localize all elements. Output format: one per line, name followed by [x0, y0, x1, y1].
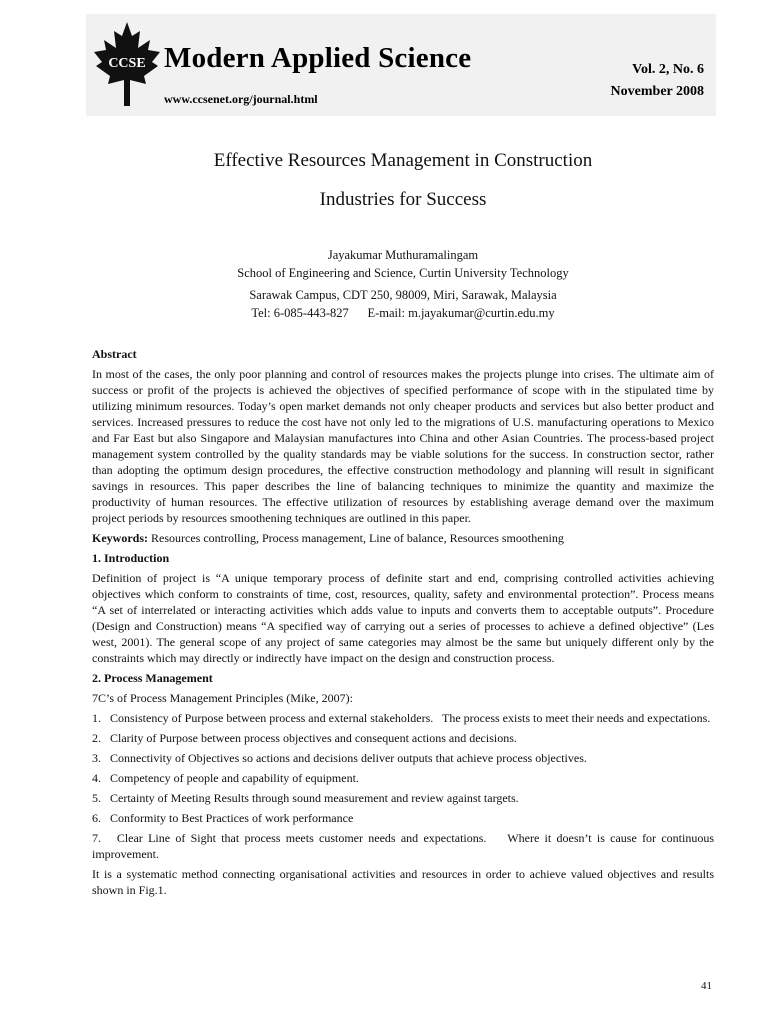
volume-issue: Vol. 2, No. 6 — [632, 62, 704, 77]
abstract-heading: Abstract — [92, 347, 137, 361]
paper-title-line-1: Effective Resources Management in Construction — [213, 150, 593, 171]
paper-body — [92, 346, 717, 902]
author-contact: Tel: 6-085-443-827 E-mail: m.jayakumar@curtin.edu.my — [251, 306, 555, 320]
process-closing-text: It is a systematic method connecting organisational activities and resources in order to achieve valued objectives and results shown in Fig.1. — [92, 867, 714, 897]
page-number: 41 — [701, 980, 712, 992]
process-management-heading: 2. Process Management — [92, 671, 213, 685]
paper-title-line-2: Industries for Success — [319, 189, 487, 210]
journal-title: Modern Applied Science — [164, 42, 472, 74]
introduction-heading: 1. Introduction — [92, 551, 170, 565]
keywords — [92, 530, 714, 546]
keywords-text: Resources controlling, Process management, Line of balance, Resources smoothening — [148, 531, 564, 545]
issue-date: November 2008 — [610, 84, 704, 99]
introduction-text: Definition of project is “A unique temporary process of definite start and end, comprising controlled activities achieving objectives which conform to constraints of time, cost, resources, quality, safety and environmental protection”. Process means “A set of interrelated or interacting activities which adds value to inputs and converts them to acceptable outputs”. Procedure (Design and Construction) means “A specified way of carrying out a series of processes to achieve a defined objective” (Les west, 2001). The general scope of any project of same categories may almost be the same but uniquely different only by the constraints which may directly or indirectly have impact on the design and construction process. — [92, 571, 714, 665]
journal-url[interactable]: www.ccsenet.org/journal.html — [164, 92, 318, 106]
process-intro: 7C’s of Process Management Principles (Mike, 2007): — [92, 691, 353, 705]
author-address: Sarawak Campus, CDT 250, 98009, Miri, Sarawak, Malaysia — [249, 288, 557, 302]
abstract-text: In most of the cases, the only poor planning and control of resources makes the projects plunge into crises. The ultimate aim of success or profit of the projects is achieved the objectives of specified performance of scope with in the stipulated time by utilizing minimum resources. Today’s open market demands not only cheaper products and services but also better product and services. Increased pressures to reduce the cost have not only led to the migrations of U.S. manufacturing operations to Mexico and Far East but also Singapore and Malaysian manufactures into China and other Asian Countries. The process-based project management system controlled by the quality standards may be viable solutions for the success. In construction sector, rather than adopting the optimum design procedures, the effective construction methodology and planning will result in significant savings in resources. This paper describes the line of balancing techniques to minimize the quantity and maximize the productivity of human resources. The effective utilization of resources by establishing average demand over the maximum project periods by resources smoothening techniques are outlined in this paper. — [92, 367, 714, 525]
list-item: 7. Clear Line of Sight that process meets customer needs and expectations. Where it doesn’t is cause for continuous improvement. — [92, 831, 717, 861]
keywords-label: Keywords: — [92, 531, 148, 545]
list-item: 1. Consistency of Purpose between process and external stakeholders. The process exists to meet their needs and expectations. — [92, 711, 711, 725]
list-item: 4. Competency of people and capability of equipment. — [92, 771, 359, 785]
logo-text: CCSE — [108, 56, 146, 71]
maple-leaf-logo-icon — [90, 20, 164, 108]
author-affiliation: School of Engineering and Science, Curtin University Technology — [237, 266, 569, 280]
list-item: 5. Certainty of Meeting Results through sound measurement and review against targets. — [92, 791, 519, 805]
journal-header — [86, 14, 716, 116]
list-item: 2. Clarity of Purpose between process objectives and consequent actions and decisions. — [92, 731, 517, 745]
list-item: 6. Conformity to Best Practices of work performance — [92, 811, 354, 825]
author-name: Jayakumar Muthuramalingam — [327, 248, 479, 262]
list-item: 3. Connectivity of Objectives so actions and decisions deliver outputs that achieve process objectives. — [92, 751, 587, 765]
